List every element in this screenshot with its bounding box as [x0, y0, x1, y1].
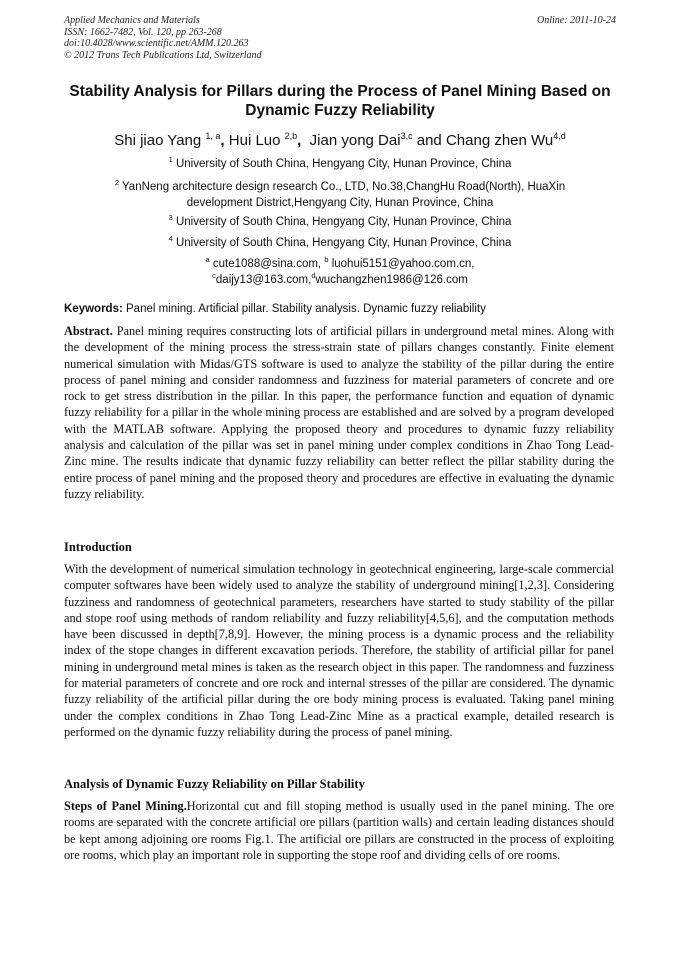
author-list: Shi jiao Yang $^{1, a}$, Hui Luo $^{2,b}$, Jian yong Dai$^{3,c}$ and Chang zhen Wu$^{4,d}$ — [114, 131, 566, 149]
abstract-text: Panel mining requires constructing lots of artificial pillars in underground metal mines. Along with the development of the mining process the stress-strain state of pillars changes constantly. Finite element numerical simulation with Midas/GTS software is used to analyze the stability of the pillar during the entire process of panel mining and consider randomness and fuzziness for material parameters of concrete and ore rock to get stress distribution in the pillar. In this paper, the performance function and equation of dynamic fuzzy reliability for a pillar in the whole mining process are established and are solved by a program developed with the MATLAB software. Applying the proposed theory and procedures to dynamic fuzzy reliability analysis and calculation of the pillar was set in panel mining under complex conditions in Zhao Tong Lead-Zinc mine. The results indicate that dynamic fuzzy reliability can better reflect the pillar stability during the entire process of panel mining and the proposed theory and procedures are effective in evaluating the dynamic fuzzy reliability. — [64, 324, 615, 501]
email-mark: d — [311, 271, 316, 280]
author-mark: 3,c — [400, 131, 413, 141]
affiliation — [64, 235, 616, 251]
affiliation-number: 4 — [168, 234, 173, 243]
online-date: Online: 2011-10-24 — [537, 15, 616, 26]
affiliation-text: YanNeng architecture design research Co., LTD, No.38,ChangHu Road(North), HuaXin development District,Hengyang City, Hunan Province, China — [121, 181, 566, 209]
author-and: and — [416, 132, 442, 149]
steps-paragraph — [64, 798, 614, 863]
journal-name: Applied Mechanics and Materials — [64, 15, 200, 26]
email-address[interactable]: wuchangzhen1986@126.com — [315, 274, 468, 286]
keywords — [64, 301, 624, 317]
email-address[interactable]: daijy13@163.com, — [215, 274, 312, 286]
keywords-label: Keywords: — [64, 303, 123, 315]
steps-text: Horizontal cut and fill stoping method is usually used in the panel mining. The ore rooms are separated with the concrete artificial ore pillars (partition walls) and certain leading distances should be kept among adjoining ore rooms Fig.1. The artificial ore pillars are constructed in the process of exploiting ore rooms, which play an important role in supporting the stope roof and dividing cells of ore rooms. — [64, 799, 614, 862]
email-mark: b — [324, 255, 329, 264]
steps-label: Steps of Panel Mining. — [64, 799, 187, 813]
affiliation — [64, 156, 616, 172]
author-mark: 4,d — [553, 131, 566, 141]
keywords-text: Panel mining. Artificial pillar. Stability analysis. Dynamic fuzzy reliability — [126, 303, 486, 315]
author-name: Shi jiao Yang — [114, 132, 202, 149]
email-mark: c — [212, 271, 216, 280]
affiliation-number: 2 — [114, 178, 119, 187]
affiliation — [64, 214, 616, 230]
author-name: Jian yong Dai — [309, 132, 401, 149]
copyright-line: © 2012 Trans Tech Publications Ltd, Switzerland — [64, 49, 262, 61]
author-name: Hui Luo — [228, 132, 281, 149]
author-name: Chang zhen Wu — [445, 132, 554, 149]
email-mark: a — [205, 255, 210, 264]
abstract — [64, 323, 614, 502]
journal-header — [64, 15, 616, 61]
doi-line[interactable]: doi:10.4028/www.scientific.net/AMM.120.263 — [64, 38, 249, 49]
email-list — [150, 256, 530, 288]
affiliation-text: University of South China, Hengyang City, Hunan Province, China — [175, 216, 512, 228]
email-address[interactable]: cute1088@sina.com, — [212, 258, 322, 270]
affiliation — [82, 179, 598, 211]
email-address[interactable]: luohui5151@yahoo.com.cn, — [331, 258, 475, 270]
paper-title: Stability Analysis for Pillars during the Process of Panel Mining Based on Dynamic Fuzzy Reliability — [69, 83, 611, 119]
abstract-label: Abstract. — [64, 324, 113, 338]
issn-line: ISSN: 1662-7482, Vol. 120, pp 263-268 — [64, 26, 222, 38]
section-heading-introduction: Introduction — [64, 540, 132, 554]
affiliation-text: University of South China, Hengyang City, Hunan Province, China — [175, 237, 512, 249]
introduction-paragraph: With the development of numerical simulation technology in geotechnical engineering, large-scale commercial computer softwares have been widely used to analyze the stability of underground mining[1,2,3]. Considering fuzziness and randomness of geotechnical parameters, researchers have started to study stability of the pillar and stope roof using methods of random reliability and fuzzy reliability[4,5,6], and the computation methods have been discussed in depth[7,8,9]. However, the mining process is a dynamic process and the reliability index of the stope changes in different excavation periods. Therefore, the stability of artificial pillar for panel mining in underground metal mines is taken as the research object in this paper. The randomness and fuzziness for material parameters of concrete and ore rock and internal stresses of the pillar are considered. The dynamic fuzzy reliability of the artificial pillar during the ore body mining process is evaluated. Taking panel mining under the complex conditions in Zhao Tong Lead-Zinc Mine as a practical example, detailed research is performed on the dynamic fuzzy reliability during the process of panel mining. — [64, 562, 614, 739]
affiliation-number: 1 — [168, 155, 173, 164]
section-heading-analysis: Analysis of Dynamic Fuzzy Reliability on Pillar Stability — [64, 777, 365, 791]
affiliation-number: 3 — [168, 213, 173, 222]
affiliation-text: University of South China, Hengyang City, Hunan Province, China — [175, 158, 512, 170]
author-mark: 1, a — [205, 131, 221, 141]
author-mark: 2,b — [284, 131, 298, 141]
